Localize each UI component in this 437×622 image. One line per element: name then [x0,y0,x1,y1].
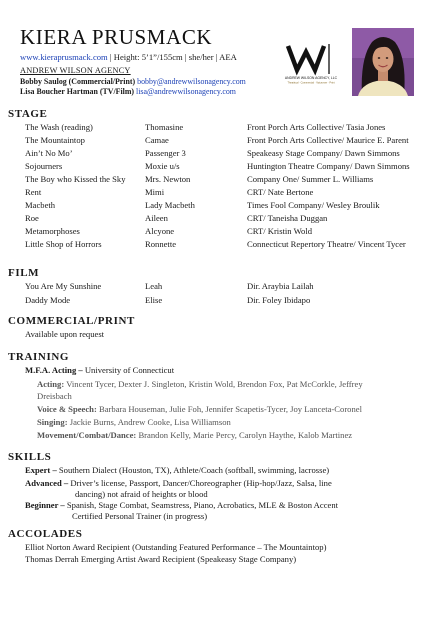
show-title: Macbeth [25,200,56,210]
agency-logo [280,40,342,86]
show-title: Metamorphoses [25,226,80,236]
skills-section-title: SKILLS [8,451,52,463]
role: Alcyone [145,226,175,236]
company-director: Company One/ Summer L. Williams [247,174,374,184]
role: Leah [145,281,163,291]
agent-name: Lisa Boucher Hartman (TV/Film) [20,87,135,96]
role: Aileen [145,213,168,223]
show-title: The Mountaintop [25,135,85,145]
acting-teachers: Vincent Tycer, Dexter J. Singleton, Kristin Wold, Brendon Fox, Pat McCorkle, Jeffrey [64,379,363,389]
degree-label: M.F.A. Acting – [25,365,83,375]
expert-skills: Southern Dialect (Houston, TX), Athlete/Coach (softball, swimming, lacrosse) [56,465,330,475]
company-director: CRT/ Taneisha Duggan [247,213,328,223]
agent-line-film [20,87,236,97]
company-director: CRT/ Kristin Wold [247,226,313,236]
beginner-skills-line [25,500,338,511]
role: Mrs. Newton [145,174,191,184]
company-director: Front Porch Arts Collective/ Tasia Jones [247,122,386,132]
acting-teachers-line [37,379,363,390]
voice-teachers: Barbara Houseman, Julie Foh, Jennifer Scapetis-Tycer, Joy Lanceta-Coronel [96,404,362,414]
beginner-skills: Spanish, Stage Combat, Seamstress, Piano, Acrobatics, MLE & Boston Accent [64,500,339,510]
beginner-label: Beginner – [25,500,65,510]
commercial-text: Available upon request [25,329,105,339]
contact-line [20,52,237,63]
accolade-item: Elliot Norton Award Recipient (Outstanding Featured Performance – The Mountaintop) [25,542,327,552]
role: Ronnette [145,239,177,249]
agent-line-commercial [20,77,246,87]
logo-text: ANDREW WILSON AGENCY, LLC [284,76,338,80]
film-title: You Are My Sunshine [25,281,102,291]
company-director: Connecticut Repertory Theatre/ Vincent Tycer [247,239,406,249]
movement-label: Movement/Combat/Dance: [37,430,137,440]
singing-teachers: Jackie Burns, Andrew Cooke, Lisa Williamson [67,417,231,427]
company-director: Front Porch Arts Collective/ Maurice E. Parent [247,135,409,145]
company-director: Huntington Theatre Company/ Dawn Simmons [247,161,410,171]
accolade-item: Thomas Derrah Emerging Artist Award Recipient (Speakeasy Stage Company) [25,554,297,564]
logo-subtext: Theatrical · Commercial · Voiceover · Print [287,81,335,85]
role: Moxie u/s [145,161,180,171]
company-director: CRT/ Nate Bertone [247,187,314,197]
expert-label: Expert – [25,465,57,475]
stage-section-title: STAGE [8,108,48,120]
film-title: Daddy Mode [25,295,71,305]
actor-details: | Height: 5’1”/155cm | she/her | AEA [107,52,237,62]
show-title: The Boy who Kissed the Sky [25,174,126,184]
headshot-photo [352,28,414,96]
advanced-label: Advanced – [25,478,69,488]
film-section-title: FILM [8,267,40,279]
beginner-skills-continued: Certified Personal Trainer (in progress) [72,511,208,521]
director: Dir. Foley Ibidapo [247,295,311,305]
movement-teachers-line [37,430,352,441]
acting-label: Acting: [37,379,65,389]
show-title: Rent [25,187,42,197]
role: Lady Macbeth [145,200,195,210]
show-title: Ain’t No Mo’ [25,148,73,158]
role: Passenger 3 [145,148,186,158]
show-title: Little Shop of Horrors [25,239,102,249]
role: Mimi [145,187,165,197]
training-section-title: TRAINING [8,351,70,363]
degree-school: University of Connecticut [82,365,175,375]
degree-line [25,365,174,376]
accolades-section-title: ACCOLADES [8,528,83,540]
agency-title: ANDREW WILSON AGENCY [20,66,131,75]
role: Camae [145,135,169,145]
director: Dir. Araybia Lailah [247,281,314,291]
actor-name: KIERA PRUSMACK [20,25,213,49]
show-title: Roe [25,213,39,223]
role: Thomasine [145,122,184,132]
role: Elise [145,295,163,305]
expert-skills-line [25,465,329,476]
voice-label: Voice & Speech: [37,404,97,414]
advanced-skills-line [25,478,332,489]
singing-teachers-line [37,417,231,428]
acting-teachers-continued: Dreisbach [37,391,72,401]
agent-email-link[interactable]: lisa@andrewwilsonagency.com [136,87,236,96]
movement-teachers: Brandon Kelly, Marie Percy, Carolyn Haythe, Kalob Martinez [136,430,353,440]
company-director: Speakeasy Stage Company/ Dawn Simmons [247,148,400,158]
commercial-section-title: COMMERCIAL/PRINT [8,315,135,327]
singing-label: Singing: [37,417,68,427]
advanced-skills: Driver’s license, Passport, Dancer/Choreographer (Hip-hop/Jazz, Salsa, line [68,478,332,488]
advanced-skills-continued: dancing) not afraid of heights or blood [75,489,208,499]
show-title: Sojourners [25,161,63,171]
website-link[interactable]: www.kieraprusmack.com [20,52,108,62]
agent-email-link[interactable]: bobby@andrewwilsonagency.com [137,77,246,86]
company-director: Times Fool Company/ Wesley Broulik [247,200,380,210]
show-title: The Wash (reading) [25,122,93,132]
agent-name: Bobby Saulog (Commercial/Print) [20,77,136,86]
voice-teachers-line [37,404,362,415]
